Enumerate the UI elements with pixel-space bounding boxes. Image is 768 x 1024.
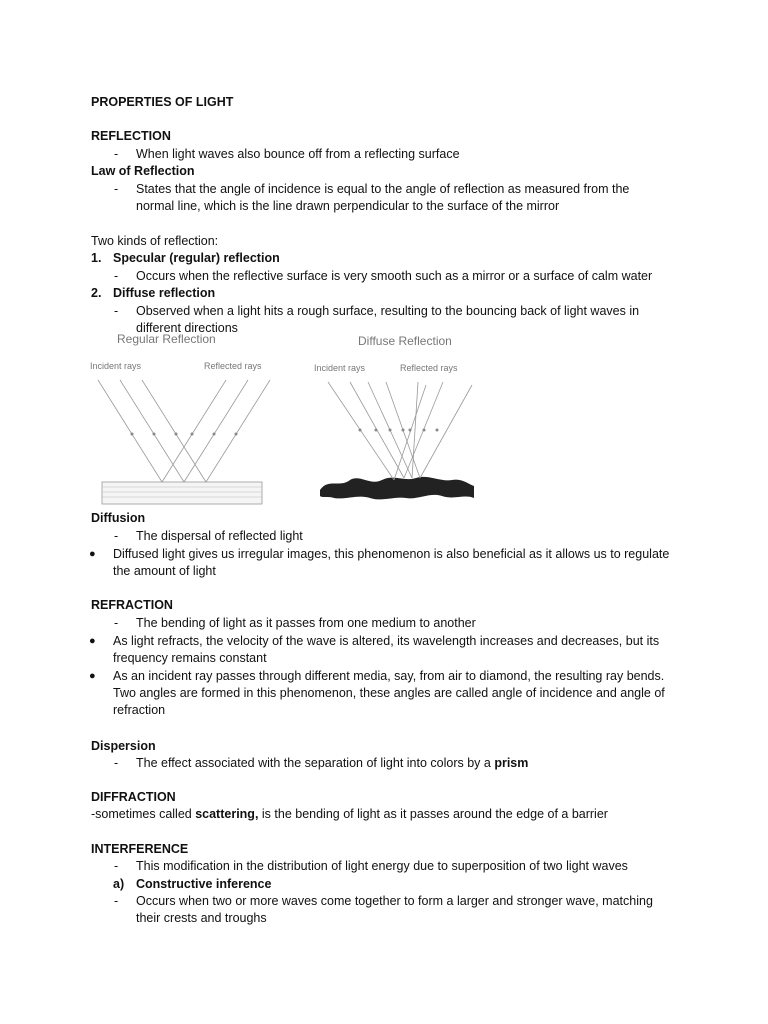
- kind-2-line-2: different directions: [136, 321, 238, 335]
- refraction-bullet-2-line-3: refraction: [113, 703, 166, 717]
- law-of-reflection-line-1: States that the angle of incidence is equal to the angle of reflection as measured from the: [136, 182, 630, 196]
- dash-marker: -: [114, 529, 119, 543]
- refraction-bullet-2-line-2: Two angles are formed in this phenomenon, these angles are called angle of incidence and angle of: [113, 686, 665, 700]
- diffraction-definition: [91, 806, 608, 823]
- interference-heading: INTERFERENCE: [91, 842, 189, 856]
- regular-reflection-title: Regular Reflection: [117, 332, 216, 346]
- dash-marker: -: [114, 616, 119, 630]
- page-title: PROPERTIES OF LIGHT: [91, 95, 234, 109]
- interference-a-label: a): [113, 877, 125, 891]
- diffusion-heading: Diffusion: [91, 511, 146, 525]
- smooth-mirror-surface: [102, 482, 262, 504]
- dispersion-text: The effect associated with the separation of light into colors by a: [136, 756, 495, 770]
- diffuse-rays: [328, 382, 472, 480]
- diffuse-reflected-label: Reflected rays: [400, 363, 458, 373]
- kind-2-number: 2.: [91, 286, 102, 300]
- reflection-heading: REFLECTION: [91, 129, 171, 143]
- diffraction-heading: DIFFRACTION: [91, 790, 176, 804]
- law-of-reflection-heading: Law of Reflection: [91, 164, 195, 178]
- diffusion-definition: The dispersal of reflected light: [136, 529, 303, 543]
- bullet-marker: ●: [89, 635, 96, 647]
- diffuse-reflection-title: Diffuse Reflection: [358, 334, 452, 348]
- refraction-bullet-2-line-1: As an incident ray passes through different media, say, from air to diamond, the resulting ray bends.: [113, 669, 665, 683]
- bullet-marker: ●: [89, 670, 96, 682]
- refraction-bullet-1-line-2: frequency remains constant: [113, 651, 267, 665]
- dash-marker: -: [114, 859, 119, 873]
- kind-1-number: 1.: [91, 251, 102, 265]
- diffusion-bullet-line-2: the amount of light: [113, 564, 216, 578]
- reflection-figure: [88, 330, 488, 505]
- diffraction-pre: -sometimes called: [91, 807, 196, 821]
- interference-definition: This modification in the distribution of light energy due to superposition of two light waves: [136, 859, 628, 873]
- diffusion-bullet-line-1: Diffused light gives us irregular images, this phenomenon is also beneficial as it allows us to regulate: [113, 547, 670, 561]
- kinds-heading: Two kinds of reflection:: [91, 234, 219, 248]
- dispersion-definition: [136, 755, 528, 772]
- reflection-diagram: [88, 330, 488, 505]
- diffuse-incident-label: Incident rays: [314, 363, 366, 373]
- regular-reflected-label: Reflected rays: [204, 361, 262, 371]
- kind-2-line-1: Observed when a light hits a rough surface, resulting to the bouncing back of light waves in: [136, 304, 640, 318]
- regular-incident-rays: [98, 380, 270, 482]
- rough-surface: [320, 477, 474, 500]
- dash-marker: -: [114, 269, 119, 283]
- kind-1-description: Occurs when the reflective surface is very smooth such as a mirror or a surface of calm water: [136, 269, 653, 283]
- refraction-bullet-1-line-1: As light refracts, the velocity of the wave is altered, its wavelength increases and decreases, but its: [113, 634, 660, 648]
- kind-2-title: Diffuse reflection: [113, 286, 216, 300]
- dash-marker: -: [114, 894, 119, 908]
- refraction-heading: REFRACTION: [91, 598, 173, 612]
- dispersion-prism-term: prism: [494, 756, 529, 770]
- refraction-definition: The bending of light as it passes from one medium to another: [136, 616, 476, 630]
- regular-ray-arrows: [131, 433, 238, 436]
- kind-1-title: Specular (regular) reflection: [113, 251, 280, 265]
- dash-marker: -: [114, 304, 119, 318]
- dash-marker: -: [114, 756, 119, 770]
- diffraction-post: is the bending of light as it passes around the edge of a barrier: [258, 807, 608, 821]
- diffuse-ray-arrows: [359, 429, 439, 432]
- dash-marker: -: [114, 182, 119, 196]
- dispersion-heading: Dispersion: [91, 739, 156, 753]
- interference-a-title: Constructive inference: [136, 877, 272, 891]
- bullet-marker: ●: [89, 548, 96, 560]
- interference-a-line-1: Occurs when two or more waves come together to form a larger and stronger wave, matching: [136, 894, 653, 908]
- interference-a-line-2: their crests and troughs: [136, 911, 267, 925]
- law-of-reflection-line-2: normal line, which is the line drawn perpendicular to the surface of the mirror: [136, 199, 560, 213]
- diffraction-scattering-term: scattering,: [195, 807, 259, 821]
- regular-incident-label: Incident rays: [90, 361, 142, 371]
- dash-marker: -: [114, 147, 119, 161]
- reflection-definition: When light waves also bounce off from a reflecting surface: [136, 147, 460, 161]
